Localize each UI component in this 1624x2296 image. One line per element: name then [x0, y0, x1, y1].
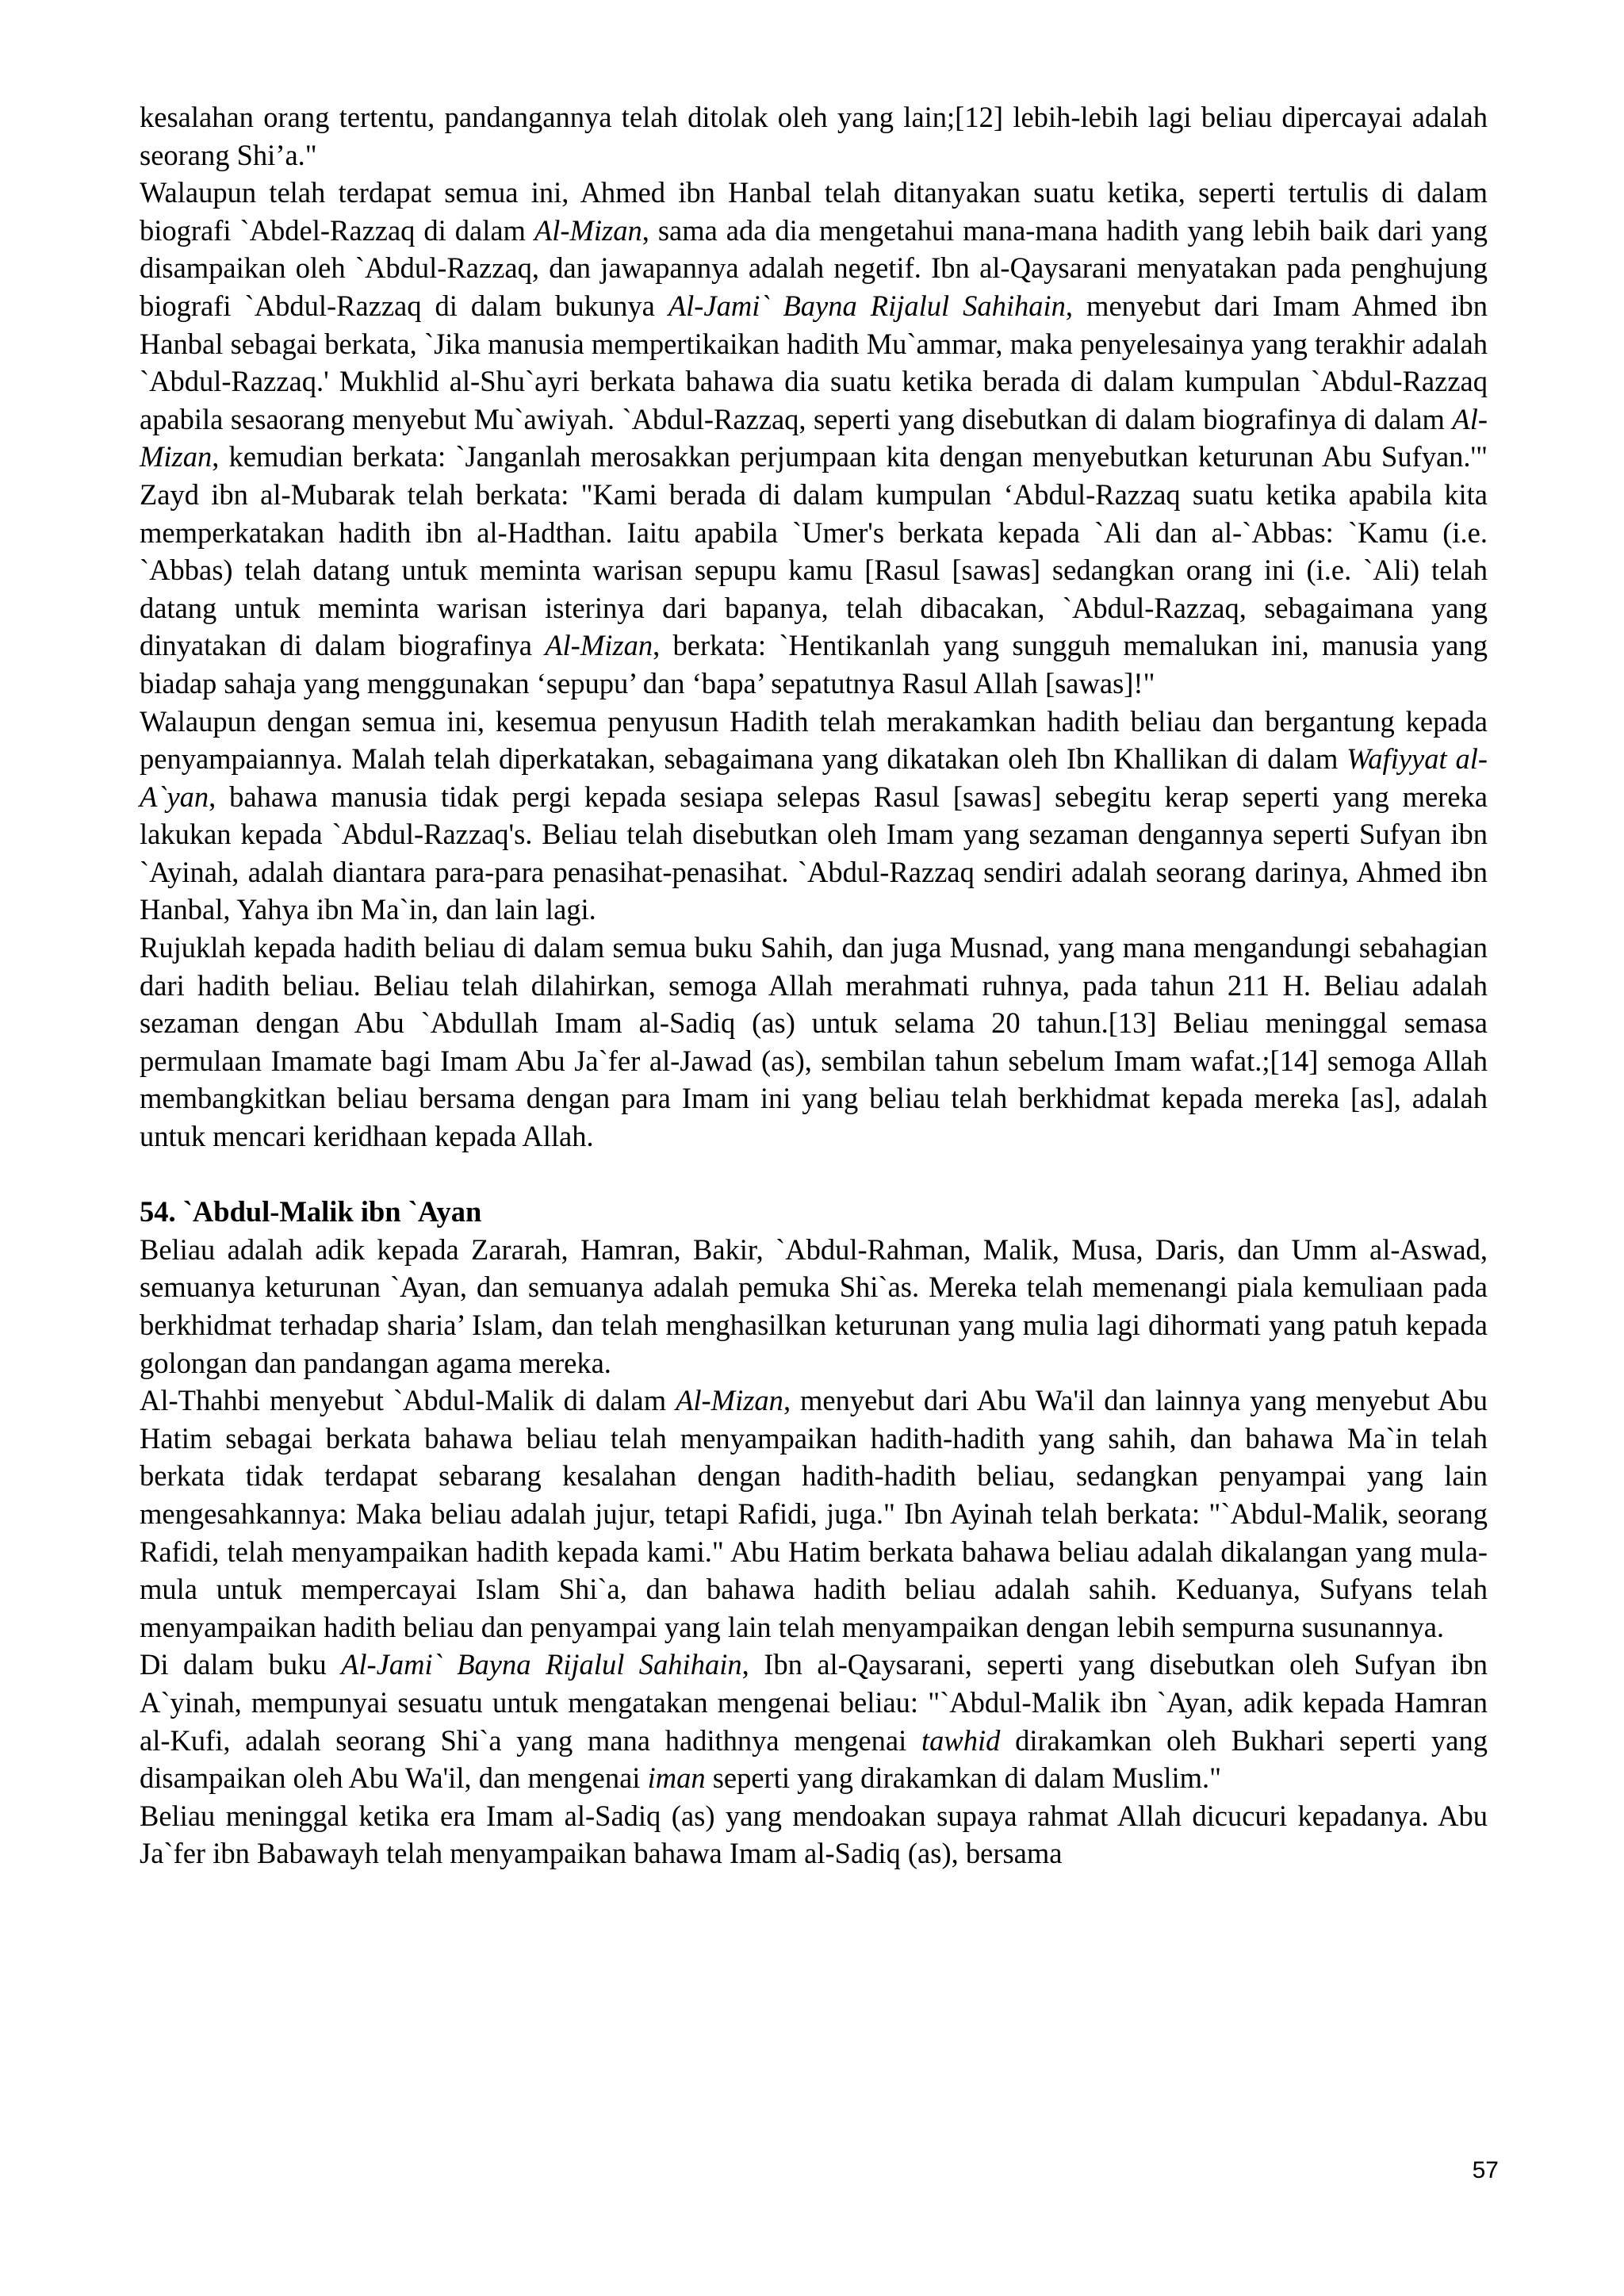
text-run: Rujuklah kepada hadith beliau di dalam semua buku Sahih, dan juga Musnad, yang mana mengandungi sebahagian dari hadith beliau. Beliau telah dilahirkan, semoga Allah merahmati ruhnya, pada tahun 211 H. Beliau adalah sezaman dengan Abu `Abdullah Imam al-Sadiq (as) untuk selama 20 tahun.[13] Beliau meninggal semasa permulaan Imamate bagi Imam Abu Ja`fer al-Jawad (as), sembilan tahun sebelum Imam wafat.;[14] semoga Allah membangkitkan beliau bersama dengan para Imam ini yang beliau telah berkhidmat kepada mereka [as], adalah untuk mencari keridhaan kepada Allah. [140, 931, 1488, 1153]
text-run: , kemudian berkata: `Janganlah merosakkan perjumpaan kita dengan menyebutkan keturunan Abu Sufyan.'" Zayd ibn al-Mubarak telah berkata: "Kami berada di dalam kumpulan ‘Abdul-Razzaq suatu ketika apabila kita memperkatakan hadith ibn al-Hadthan. Iaitu apabila `Umer's berkata kepada `Ali dan al-`Abbas: `Kamu (i.e. `Abbas) telah datang untuk meminta warisan sepupu kamu [Rasul [sawas] sedangkan orang ini (i.e. `Ali) telah datang untuk meminta warisan isterinya dari bapanya, telah dibacakan, `Abdul-Razzaq, sebagaimana yang dinyatakan di dalam biografinya [140, 440, 1488, 662]
text-run: , menyebut dari Imam Ahmed ibn Hanbal sebagai berkata, `Jika manusia mempertikaikan hadith Mu`ammar, maka penyelesainya yang terakhir adalah `Abdul-Razzaq.' Mukhlid al-Shu`ayri berkata bahawa dia suatu ketika berada di dalam kumpulan `Abdul-Razzaq apabila sesaorang menyebut Mu`awiyah. `Abdul-Razzaq, seperti yang disebutkan di dalam biografinya di dalam [140, 289, 1488, 435]
italic-title: tawhid [921, 1723, 1001, 1757]
italic-title: Wafiyyat al-A`yan [140, 742, 1488, 813]
text-run: Beliau meninggal ketika era Imam al-Sadiq (as) yang mendoakan supaya rahmat Allah dicucuri kepadanya. Abu Ja`fer ibn Babawayh telah menyampaikan bahawa Imam al-Sadiq (as), bersama [140, 1799, 1488, 1870]
paragraph [140, 929, 1488, 1156]
paragraph [140, 174, 1488, 702]
paragraph [140, 1797, 1488, 1872]
text-run: , menyebut dari Abu Wa'il dan lainnya yang menyebut Abu Hatim sebagai berkata bahawa beliau telah menyampaikan hadith-hadith yang sahih, dan bahawa Ma`in telah berkata tidak terdapat sebarang kesalahan dengan hadith-hadith beliau, sedangkan penyampai yang lain mengesahkannya: Maka beliau adalah jujur, tetapi Rafidi, juga." Ibn Ayinah telah berkata: "`Abdul-Malik, seorang Rafidi, telah menyampaikan hadith kepada kami." Abu Hatim berkata bahawa beliau adalah dikalangan yang mula-mula untuk mempercayai Islam Shi`a, dan bahawa hadith beliau adalah sahih. Keduanya, Sufyans telah menyampaikan hadith beliau dan penyampai yang lain telah menyampaikan dengan lebih sempurna susunannya. [140, 1384, 1488, 1643]
text-run: seperti yang dirakamkan di dalam Muslim." [705, 1761, 1222, 1795]
italic-title: Al-Mizan [545, 629, 653, 662]
text-run: , berkata: `Hentikanlah yang sungguh memalukan ini, manusia yang biadap sahaja yang menggunakan ‘sepupu’ dan ‘bapa’ sepatutnya Rasul Allah [sawas]!" [140, 629, 1488, 700]
italic-title: Al-Mizan [534, 213, 642, 247]
document-body [140, 98, 1488, 1872]
paragraph [140, 1231, 1488, 1382]
paragraph [140, 98, 1488, 174]
section-abdul-razzaq-continued [140, 98, 1488, 1156]
text-run: Di dalam buku [140, 1648, 342, 1681]
text-run: kesalahan orang tertentu, pandangannya telah ditolak oleh yang lain;[12] lebih-lebih lagi beliau dipercayai adalah seorang Shi’a." [140, 101, 1488, 171]
section-heading: 54. `Abdul-Malik ibn `Ayan [140, 1195, 482, 1228]
page-number: 57 [1472, 2157, 1499, 2183]
section-abdul-malik [140, 1231, 1488, 1872]
italic-title: Al-Mizan [676, 1384, 783, 1417]
paragraph [140, 1646, 1488, 1796]
text-run: Al-Thahbi menyebut `Abdul-Malik di dalam [140, 1384, 676, 1417]
section-gap [140, 1156, 1488, 1194]
text-run: Walaupun telah terdapat semua ini, Ahmed ibn Hanbal telah ditanyakan suatu ketika, seperti tertulis di dalam biografi `Abdel-Razzaq di dalam [140, 176, 1488, 247]
paragraph [140, 703, 1488, 930]
italic-title: Al-Jami` Bayna Rijalul Sahihain [341, 1648, 742, 1681]
text-run: , sama ada dia mengetahui mana-mana hadith yang lebih baik dari yang disampaikan oleh `Abdul-Razzaq, dan jawapannya adalah negetif. Ibn al-Qaysarani menyatakan pada penghujung biografi `Abdul-Razzaq di dalam bukunya [140, 213, 1488, 322]
text-run: dirakamkan oleh Bukhari seperti yang disampaikan oleh Abu Wa'il, dan mengenai [140, 1723, 1488, 1795]
italic-title: Al-Mizan [140, 402, 1488, 473]
text-run: Walaupun dengan semua ini, kesemua penyusun Hadith telah merakamkan hadith beliau dan bergantung kepada penyampaiannya. Malah telah diperkatakan, sebagaimana yang dikatakan oleh Ibn Khallikan di dalam [140, 704, 1488, 776]
italic-title: Al-Jami` Bayna Rijalul Sahihain [668, 289, 1066, 322]
italic-title: iman [647, 1761, 706, 1795]
text-run: Beliau adalah adik kepada Zararah, Hamran, Bakir, `Abdul-Rahman, Malik, Musa, Daris, dan Umm al-Aswad, semuanya keturunan `Ayan, dan semuanya adalah pemuka Shi`as. Mereka telah memenangi piala kemuliaan pada berkhidmat terhadap sharia’ Islam, dan telah menghasilkan keturunan yang mulia lagi dihormati yang patuh kepada golongan dan pandangan agama mereka. [140, 1232, 1488, 1379]
paragraph [140, 1382, 1488, 1646]
text-run: , Ibn al-Qaysarani, seperti yang disebutkan oleh Sufyan ibn A`yinah, mempunyai sesuatu untuk mengatakan mengenai beliau: "`Abdul-Malik ibn `Ayan, adik kepada Hamran al-Kufi, adalah seorang Shi`a yang mana hadithnya mengenai [140, 1648, 1488, 1757]
text-run: , bahawa manusia tidak pergi kepada sesiapa selepas Rasul [sawas] sebegitu kerap seperti yang mereka lakukan kepada `Abdul-Razzaq's. Beliau telah disebutkan oleh Imam yang sezaman dengannya seperti Sufyan ibn `Ayinah, adalah diantara para-para penasihat-penasihat. `Abdul-Razzaq sendiri adalah seorang darinya, Ahmed ibn Hanbal, Yahya ibn Ma`in, dan lain lagi. [140, 780, 1488, 926]
